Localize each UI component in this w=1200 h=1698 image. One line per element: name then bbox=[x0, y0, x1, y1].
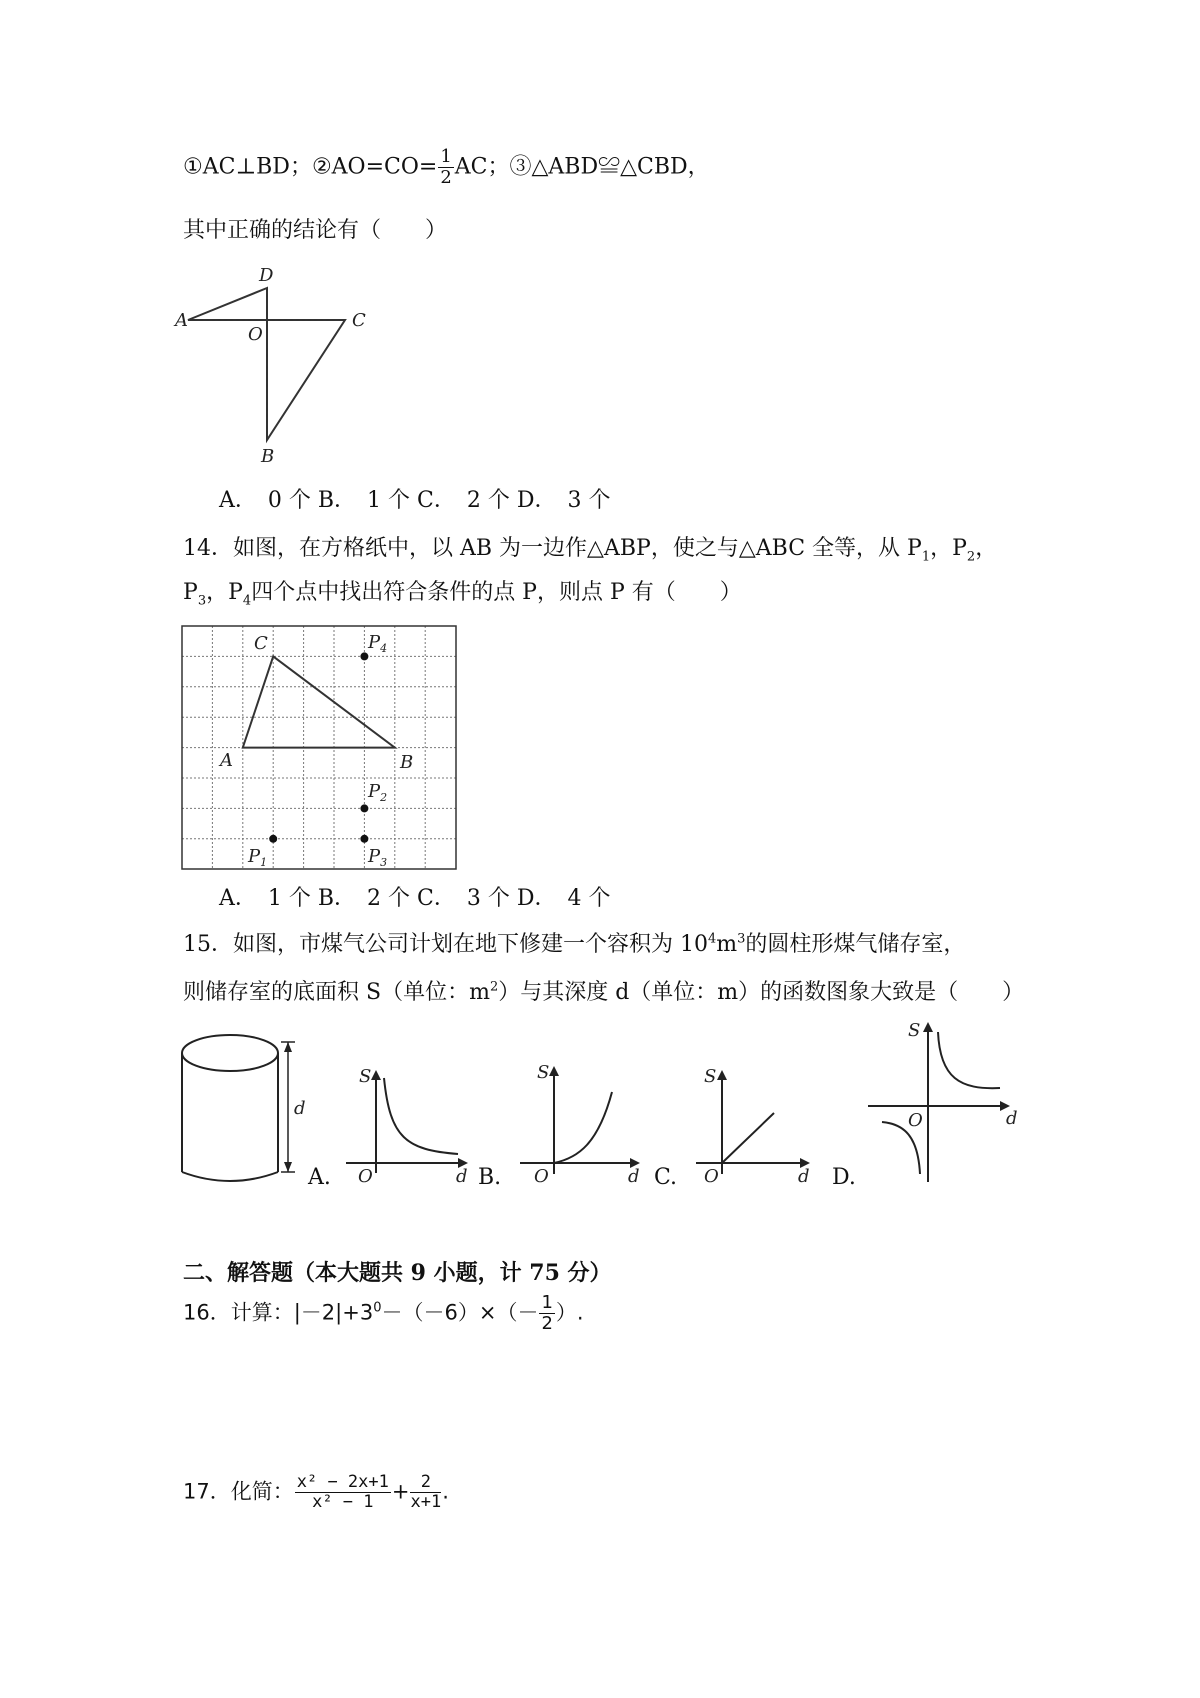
label-p4: $P_4$ bbox=[368, 632, 388, 655]
point-p4 bbox=[360, 652, 368, 660]
section2-title: 二、解答题（本大题共 9 小题，计 75 分） bbox=[183, 1260, 612, 1286]
label-p1: $P_1$ bbox=[248, 846, 268, 869]
cylinder-d-label: d bbox=[294, 1098, 306, 1119]
q15-line1-a: 15．如图，市煤气公司计划在地下修建一个容积为 10 bbox=[183, 932, 708, 957]
q15-line1-c: 的圆柱形煤气储存室， bbox=[745, 932, 966, 957]
graph-c-axis-s: S bbox=[704, 1066, 717, 1087]
graph-a-axis-s: S bbox=[359, 1066, 372, 1087]
q14-line1-text: 14．如图，在方格纸中，以 AB 为一边作△ABP，使之与△ABC 全等，从 P bbox=[183, 536, 922, 561]
q13-kite-figure bbox=[175, 260, 375, 470]
q14-line2-a: P bbox=[183, 580, 198, 605]
point-p2 bbox=[360, 804, 368, 812]
q14-options: A． 1 个 B． 2 个 C． 3 个 D． 4 个 bbox=[219, 886, 611, 911]
graph-d-axis-d: d bbox=[1006, 1108, 1018, 1129]
graph-c-origin: O bbox=[704, 1166, 719, 1187]
q17-frac1-den: x² − 1 bbox=[312, 1492, 374, 1512]
q15-line1-b: m bbox=[716, 932, 738, 957]
q16-expression bbox=[183, 1294, 584, 1333]
q17-plus: + bbox=[391, 1479, 410, 1504]
label-a: A bbox=[175, 310, 188, 331]
q13-statements bbox=[183, 148, 710, 187]
graph-a bbox=[346, 1066, 476, 1187]
option-c-label: C. bbox=[654, 1165, 678, 1190]
q13-frac-num: 1 bbox=[440, 146, 452, 167]
label-c: C bbox=[254, 633, 268, 654]
q13-statements-post: AC；③△ABD≌△CBD， bbox=[454, 154, 710, 180]
label-d: D bbox=[259, 265, 274, 286]
point-p1 bbox=[269, 835, 277, 843]
label-b: B bbox=[261, 446, 275, 467]
q17-fraction1 bbox=[295, 1474, 391, 1511]
label-c: C bbox=[352, 310, 366, 331]
triangle-abc bbox=[243, 656, 395, 747]
graph-d bbox=[868, 1016, 1028, 1184]
label-a: A bbox=[220, 750, 233, 771]
q14-line1-end: ， bbox=[975, 536, 998, 561]
q16-frac-den: 2 bbox=[541, 1313, 553, 1334]
q14-sub3: 3 bbox=[197, 593, 207, 609]
q14-line1-mid: ，P bbox=[930, 536, 967, 561]
q15-sup1: 4 bbox=[707, 931, 717, 947]
label-p2: $P_2$ bbox=[368, 781, 388, 804]
label-p3: $P_3$ bbox=[368, 846, 388, 869]
label-o: O bbox=[248, 324, 263, 345]
graph-d-origin: O bbox=[908, 1110, 923, 1131]
q15-line2-a: 则储存室的底面积 S（单位：m bbox=[183, 980, 490, 1005]
q15-sup2: 3 bbox=[737, 931, 746, 947]
label-b: B bbox=[400, 752, 414, 773]
q15-line2-b: ）与其深度 d（单位：m）的函数图象大致是（ ） bbox=[498, 980, 1025, 1005]
q13-statements-pre: ①AC⊥BD；②AO=CO= bbox=[183, 154, 438, 180]
graph-b-axis-s: S bbox=[537, 1062, 550, 1083]
option-b-label: B. bbox=[478, 1165, 502, 1190]
q13-frac-den: 2 bbox=[440, 167, 452, 188]
q16-post: ）. bbox=[555, 1300, 584, 1325]
q14-line2-c: 四个点中找出符合条件的点 P，则点 P 有（ ） bbox=[251, 580, 742, 605]
q17-frac2-den: x+1 bbox=[410, 1492, 442, 1512]
q14-line2 bbox=[183, 580, 742, 609]
point-p3 bbox=[360, 835, 368, 843]
q14-line2-b: ，P bbox=[206, 580, 243, 605]
q13-question: 其中正确的结论有（ ） bbox=[183, 218, 448, 243]
q17-post: . bbox=[442, 1479, 449, 1504]
cylinder-figure bbox=[180, 1032, 310, 1182]
q17-frac1-num: x² − 2x+1 bbox=[296, 1472, 389, 1492]
q15-line2 bbox=[183, 979, 1025, 1005]
q17-pre: 17．化简： bbox=[183, 1479, 294, 1504]
option-d-label: D. bbox=[832, 1165, 856, 1190]
q17-frac2-num: 2 bbox=[410, 1474, 441, 1493]
graph-c-axis-d: d bbox=[798, 1166, 810, 1187]
q13-options: A． 0 个 B． 1 个 C． 2 个 D． 3 个 bbox=[219, 488, 611, 513]
q16-mid: －（－6）×（－ bbox=[381, 1300, 539, 1325]
q15-line1 bbox=[183, 931, 966, 957]
q14-sub2: 2 bbox=[966, 549, 976, 565]
q13-fraction bbox=[438, 148, 453, 187]
q14-grid-figure bbox=[182, 626, 452, 871]
q16-fraction bbox=[539, 1294, 554, 1333]
graph-a-axis-d: d bbox=[456, 1166, 468, 1187]
q15-sup3: 2 bbox=[489, 979, 499, 995]
graph-b bbox=[520, 1062, 650, 1187]
graph-c bbox=[696, 1066, 826, 1187]
q17-fraction2 bbox=[410, 1474, 441, 1511]
kite-outline bbox=[188, 288, 345, 440]
q14-sub1: 1 bbox=[921, 549, 931, 565]
q14-sub4: 4 bbox=[242, 593, 252, 609]
q16-pre: 16．计算：|－2|+3 bbox=[183, 1300, 374, 1325]
graph-b-axis-d: d bbox=[628, 1166, 640, 1187]
q16-frac-num: 1 bbox=[541, 1292, 553, 1313]
graph-a-origin: O bbox=[358, 1166, 373, 1187]
graph-d-axis-s: S bbox=[908, 1020, 921, 1041]
q17-expression bbox=[183, 1474, 449, 1511]
q14-line1 bbox=[183, 536, 998, 565]
graph-b-origin: O bbox=[534, 1166, 549, 1187]
q16-sup: 0 bbox=[373, 1300, 382, 1316]
option-a-label: A. bbox=[308, 1165, 331, 1190]
